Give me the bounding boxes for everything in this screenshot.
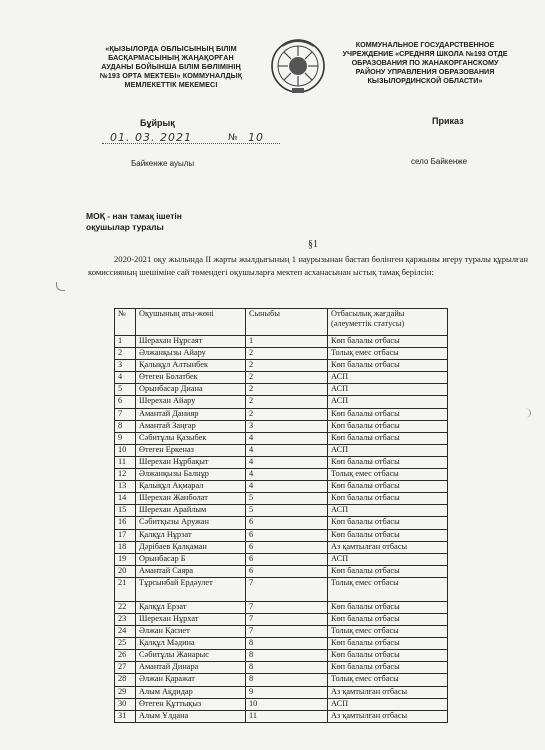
row-number: 4 [115, 372, 136, 384]
row-number: 8 [115, 420, 136, 432]
row-number: 2 [115, 348, 136, 360]
table-row [115, 650, 448, 662]
table-row [115, 493, 448, 505]
header-right-line: УЧРЕЖДЕНИЕ «СРЕДНЯЯ ШКОЛА №193 ОТДЕ [342, 49, 508, 58]
student-name: Амантай Динара [136, 662, 246, 674]
family-status: Толық емес отбасы [328, 577, 448, 601]
student-name: Қалқұл Мәдина [136, 638, 246, 650]
row-number: 29 [115, 686, 136, 698]
student-name: Әлжанқызы Балнұр [136, 469, 246, 481]
table-row [115, 565, 448, 577]
grade-cell: 3 [246, 420, 328, 432]
section-mark: §1 [308, 239, 318, 250]
family-status: Көп балалы отбасы [328, 456, 448, 468]
table-row [115, 698, 448, 710]
grade-cell: 5 [246, 505, 328, 517]
table-row [115, 541, 448, 553]
row-number: 28 [115, 674, 136, 686]
family-status: АСП [328, 444, 448, 456]
grade-cell: 7 [246, 626, 328, 638]
grade-cell: 4 [246, 469, 328, 481]
family-status: Аз қамтылған отбасы [328, 686, 448, 698]
family-status: Толық емес отбасы [328, 348, 448, 360]
family-status: Көп балалы отбасы [328, 481, 448, 493]
grade-cell: 2 [246, 384, 328, 396]
family-status: АСП [328, 396, 448, 408]
student-name: Шерехан Нұрхат [136, 613, 246, 625]
row-number: 25 [115, 638, 136, 650]
family-status: Көп балалы отбасы [328, 432, 448, 444]
row-number: 6 [115, 396, 136, 408]
table-row [115, 384, 448, 396]
subject-line: оқушылар туралы [86, 222, 164, 232]
grade-cell: 8 [246, 650, 328, 662]
row-number: 5 [115, 384, 136, 396]
column-header: Сыныбы [246, 309, 328, 336]
family-status: Көп балалы отбасы [328, 408, 448, 420]
grade-cell: 7 [246, 613, 328, 625]
row-number: 11 [115, 456, 136, 468]
student-name: Әлжан Қаражат [136, 674, 246, 686]
family-status: АСП [328, 553, 448, 565]
column-header: № [115, 309, 136, 336]
family-status: Аз қамтылған отбасы [328, 710, 448, 722]
student-name: Әлжан Қасиет [136, 626, 246, 638]
student-name: Өтеген Құттықыз [136, 698, 246, 710]
row-number: 1 [115, 336, 136, 348]
grade-cell: 2 [246, 348, 328, 360]
table-row [115, 638, 448, 650]
student-name: Алым Ұлдана [136, 710, 246, 722]
table-row [115, 553, 448, 565]
row-number: 13 [115, 481, 136, 493]
family-status: АСП [328, 384, 448, 396]
row-number: 12 [115, 469, 136, 481]
header-right-line: РАЙОНУ УПРАВЛЕНИЯ ОБРАЗОВАНИЯ [355, 67, 495, 76]
table-row [115, 444, 448, 456]
family-status: АСП [328, 698, 448, 710]
grade-cell: 4 [246, 444, 328, 456]
student-name: Алым Ақдидар [136, 686, 246, 698]
grade-cell: 6 [246, 565, 328, 577]
grade-cell: 1 [246, 336, 328, 348]
family-status: Көп балалы отбасы [328, 638, 448, 650]
family-status: Толық емес отбасы [328, 674, 448, 686]
family-status: Көп балалы отбасы [328, 529, 448, 541]
table-row [115, 456, 448, 468]
student-name: Әлжанқызы Айару [136, 348, 246, 360]
table-row [115, 710, 448, 722]
order-title-kz: Бұйрық [140, 118, 175, 128]
grade-cell: 2 [246, 408, 328, 420]
family-status: Көп балалы отбасы [328, 336, 448, 348]
family-status: Көп балалы отбасы [328, 493, 448, 505]
family-status: Көп балалы отбасы [328, 517, 448, 529]
grade-cell: 4 [246, 456, 328, 468]
row-number: 27 [115, 662, 136, 674]
family-status: АСП [328, 505, 448, 517]
table-row [115, 432, 448, 444]
row-number: 17 [115, 529, 136, 541]
student-name: Тұрсынбай Ердәулет [136, 577, 246, 601]
row-number: 26 [115, 650, 136, 662]
family-status: Көп балалы отбасы [328, 360, 448, 372]
grade-cell: 6 [246, 541, 328, 553]
student-name: Қалықұл Ақмарал [136, 481, 246, 493]
state-emblem-icon [270, 36, 326, 96]
table-row [115, 529, 448, 541]
row-number: 10 [115, 444, 136, 456]
table-row [115, 517, 448, 529]
student-name: Амантай Саяра [136, 565, 246, 577]
table-row [115, 348, 448, 360]
table-row [115, 360, 448, 372]
header-left-line: БАСҚАРМАСЫНЫҢ ЖАҢАҚОРҒАН [108, 53, 234, 62]
student-name: Орынбасар Диана [136, 384, 246, 396]
row-number: 15 [115, 505, 136, 517]
table-row [115, 686, 448, 698]
family-status: Көп балалы отбасы [328, 565, 448, 577]
grade-cell: 2 [246, 396, 328, 408]
header-right-line: КЫЗЫЛОРДИНСКОЙ ОБЛАСТИ» [367, 76, 483, 85]
family-status: Көп балалы отбасы [328, 613, 448, 625]
student-name: Шерехан Жанболат [136, 493, 246, 505]
row-number: 20 [115, 565, 136, 577]
student-name: Өтеген Болатбек [136, 372, 246, 384]
grade-cell: 8 [246, 638, 328, 650]
column-header: Оқушының аты-жөні [136, 309, 246, 336]
family-status: Аз қамтылған отбасы [328, 541, 448, 553]
student-name: Қалқұл Ерзат [136, 601, 246, 613]
order-paragraph: 2020-2021 оқу жылында II жарты жылдығының 1 наурызынан бастап бөлінген қаржыны игеру туралы құрылған комиссияның шешіміне сай төмендегі оқушыларға мектеп асханасынан ыстық тамақ берілсін: [88, 254, 528, 277]
student-name: Дәрібаев Қалқаман [136, 541, 246, 553]
row-number: 14 [115, 493, 136, 505]
place-ru: село Байкенже [411, 157, 468, 166]
table-header-row [115, 309, 448, 336]
student-name: Өтеген Еркеназ [136, 444, 246, 456]
grade-cell: 6 [246, 517, 328, 529]
grade-cell: 6 [246, 553, 328, 565]
row-number: 9 [115, 432, 136, 444]
header-left-line: АУДАНЫ БОЙЫНША БІЛІМ БӨЛІМІНІҢ [101, 62, 241, 71]
table-row [115, 336, 448, 348]
family-status: АСП [328, 372, 448, 384]
family-status: Көп балалы отбасы [328, 601, 448, 613]
table-row [115, 420, 448, 432]
order-title-ru: Приказ [432, 116, 464, 126]
order-subject [86, 211, 246, 233]
student-name: Сәбитқызы Аружан [136, 517, 246, 529]
row-number: 16 [115, 517, 136, 529]
scan-mark [524, 408, 531, 418]
student-name: Сәбитұлы Жанарыс [136, 650, 246, 662]
table-row [115, 481, 448, 493]
row-number: 23 [115, 613, 136, 625]
order-date-line [102, 133, 282, 147]
student-name: Қалықұл Алтынбек [136, 360, 246, 372]
column-header: Отбасылық жағдайы (әлеуметтік статусы) [328, 309, 448, 336]
grade-cell: 8 [246, 662, 328, 674]
header-right-line: КОММУНАЛЬНОЕ ГОСУДАРСТВЕННОЕ [355, 40, 495, 49]
table-row [115, 505, 448, 517]
institution-name-ru [330, 40, 520, 85]
row-number: 22 [115, 601, 136, 613]
header-left-line: МЕМЛЕКЕТТІК МЕКЕМЕСІ [124, 80, 218, 89]
student-name: Қалқұл Нұрзат [136, 529, 246, 541]
table-row [115, 613, 448, 625]
student-name: Амантай Данияр [136, 408, 246, 420]
place-kz: Байкенже ауылы [131, 159, 195, 168]
table-row [115, 674, 448, 686]
table-row [115, 372, 448, 384]
row-number: 3 [115, 360, 136, 372]
student-name: Шерехан Нұрбақыт [136, 456, 246, 468]
table-row [115, 469, 448, 481]
grade-cell: 9 [246, 686, 328, 698]
table-row [115, 662, 448, 674]
row-number: 31 [115, 710, 136, 722]
grade-cell: 7 [246, 577, 328, 601]
family-status: Толық емес отбасы [328, 469, 448, 481]
grade-cell: 4 [246, 481, 328, 493]
grade-cell: 4 [246, 432, 328, 444]
grade-cell: 7 [246, 601, 328, 613]
student-name: Шерехан Арайлым [136, 505, 246, 517]
family-status: Көп балалы отбасы [328, 650, 448, 662]
header-right-line: ОБРАЗОВАНИЯ ПО ЖАНАКОРГАНСКОМУ [351, 58, 499, 67]
row-number: 7 [115, 408, 136, 420]
grade-cell: 6 [246, 529, 328, 541]
grade-cell: 11 [246, 710, 328, 722]
student-name: Шерахан Нұрсаят [136, 336, 246, 348]
family-status: Көп балалы отбасы [328, 420, 448, 432]
grade-cell: 10 [246, 698, 328, 710]
students-table [114, 308, 448, 723]
student-name: Орынбасар Б [136, 553, 246, 565]
grade-cell: 2 [246, 360, 328, 372]
header-left-line: №193 ОРТА МЕКТЕБІ» КОММУНАЛДЫҚ [99, 71, 243, 80]
row-number: 30 [115, 698, 136, 710]
table-row [115, 601, 448, 613]
table-row [115, 577, 448, 601]
grade-cell: 8 [246, 674, 328, 686]
row-number: 24 [115, 626, 136, 638]
institution-name-kz [66, 44, 276, 89]
table-row [115, 408, 448, 420]
table-row [115, 396, 448, 408]
student-name: Сәбитұлы Қазыбек [136, 432, 246, 444]
subject-line: МОҚ - нан тамақ ішетін [86, 211, 182, 221]
grade-cell: 5 [246, 493, 328, 505]
row-number: 19 [115, 553, 136, 565]
grade-cell: 2 [246, 372, 328, 384]
student-name: Шерехан Айару [136, 396, 246, 408]
order-date: 01. 03. 2021 [110, 131, 192, 144]
row-number: 21 [115, 577, 136, 601]
family-status: Көп балалы отбасы [328, 662, 448, 674]
family-status: Толық емес отбасы [328, 626, 448, 638]
scan-mark [56, 282, 65, 291]
order-number-label: № [228, 133, 239, 143]
row-number: 18 [115, 541, 136, 553]
student-name: Амантай Заңғар [136, 420, 246, 432]
order-number: 10 [248, 131, 264, 144]
table-row [115, 626, 448, 638]
header-left-line: «ҚЫЗЫЛОРДА ОБЛЫСЫНЫҢ БІЛІМ [105, 44, 237, 53]
